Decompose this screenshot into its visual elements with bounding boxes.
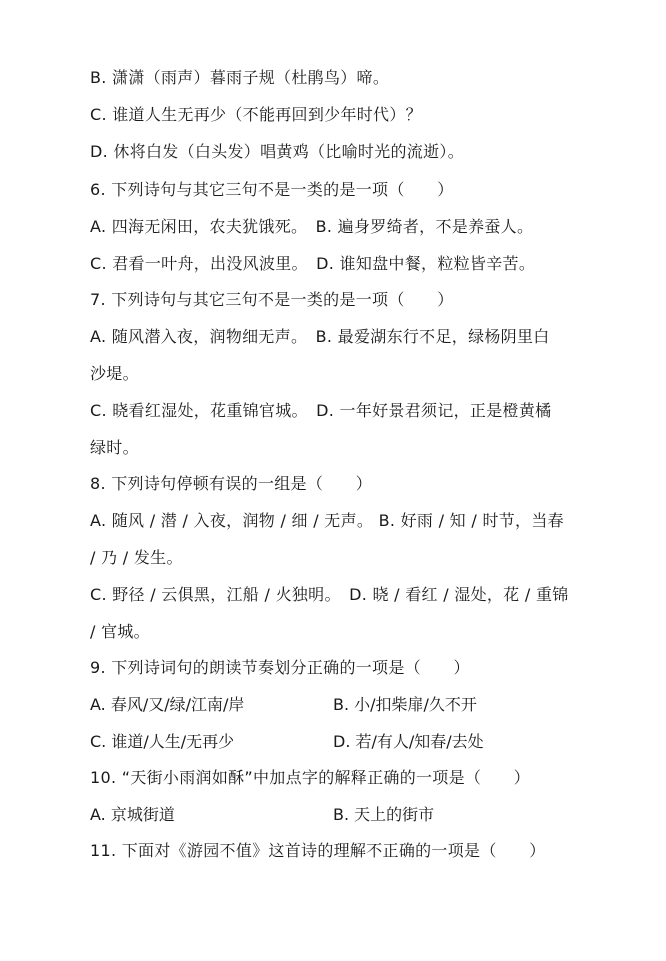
- question-8-options-cd-cont: / 官城。: [90, 622, 150, 641]
- question-7: 7. 下列诗句与其它三句不是一类的是一项（ ）: [90, 290, 454, 309]
- question-9-option-a: A. 春风/又/绿/江南/岸: [90, 695, 245, 714]
- question-10: 10. “天街小雨润如酥”中加点字的解释正确的一项是（ ）: [90, 768, 531, 787]
- question-9-option-c: C. 谁道/人生/无再少: [90, 732, 235, 751]
- question-10-option-a: A. 京城街道: [90, 805, 175, 824]
- question-7-options-ab: A. 随风潜入夜，润物细无声。 B. 最爱湖东行不足，绿杨阴里白: [90, 327, 550, 346]
- question-7-options-cd: C. 晓看红湿处，花重锦官城。 D. 一年好景君须记，正是橙黄橘: [90, 401, 552, 420]
- option-d-line: D. 休将白发（白头发）唱黄鸡（比喻时光的流逝）。: [90, 142, 464, 161]
- question-6-options-ab: A. 四海无闲田，农夫犹饿死。 B. 遍身罗绮者，不是养蚕人。: [90, 217, 534, 236]
- question-8-options-cd: C. 野径 / 云俱黑，江船 / 火独明。 D. 晓 / 看红 / 湿处，花 / 重锦: [90, 585, 569, 604]
- question-8-options-ab-cont: / 乃 / 发生。: [90, 548, 183, 567]
- question-10-option-b: B. 天上的街市: [333, 805, 435, 824]
- question-6: 6. 下列诗句与其它三句不是一类的是一项（ ）: [90, 180, 454, 199]
- question-7-options-ab-cont: 沙堤。: [90, 364, 139, 383]
- question-8: 8. 下列诗句停顿有误的一组是（ ）: [90, 474, 373, 493]
- question-7-options-cd-cont: 绿时。: [90, 438, 139, 457]
- question-11: 11. 下面对《游园不值》这首诗的理解不正确的一项是（ ）: [90, 841, 546, 860]
- question-9: 9. 下列诗词句的朗读节奏划分正确的一项是（ ）: [90, 658, 470, 677]
- question-8-options-ab: A. 随风 / 潜 / 入夜，润物 / 细 / 无声。 B. 好雨 / 知 / 时节，当春: [90, 511, 564, 530]
- question-9-option-b: B. 小/扣柴扉/久不开: [333, 695, 477, 714]
- option-b-line: B. 潇潇（雨声）暮雨子规（杜鹃鸟）啼。: [90, 68, 390, 87]
- question-6-options-cd: C. 君看一叶舟，出没风波里。 D. 谁知盘中餐，粒粒皆辛苦。: [90, 254, 536, 273]
- option-c-line: C. 谁道人生无再少（不能再回到少年时代）？: [90, 105, 422, 124]
- question-9-option-d: D. 若/有人/知春/去处: [333, 732, 484, 751]
